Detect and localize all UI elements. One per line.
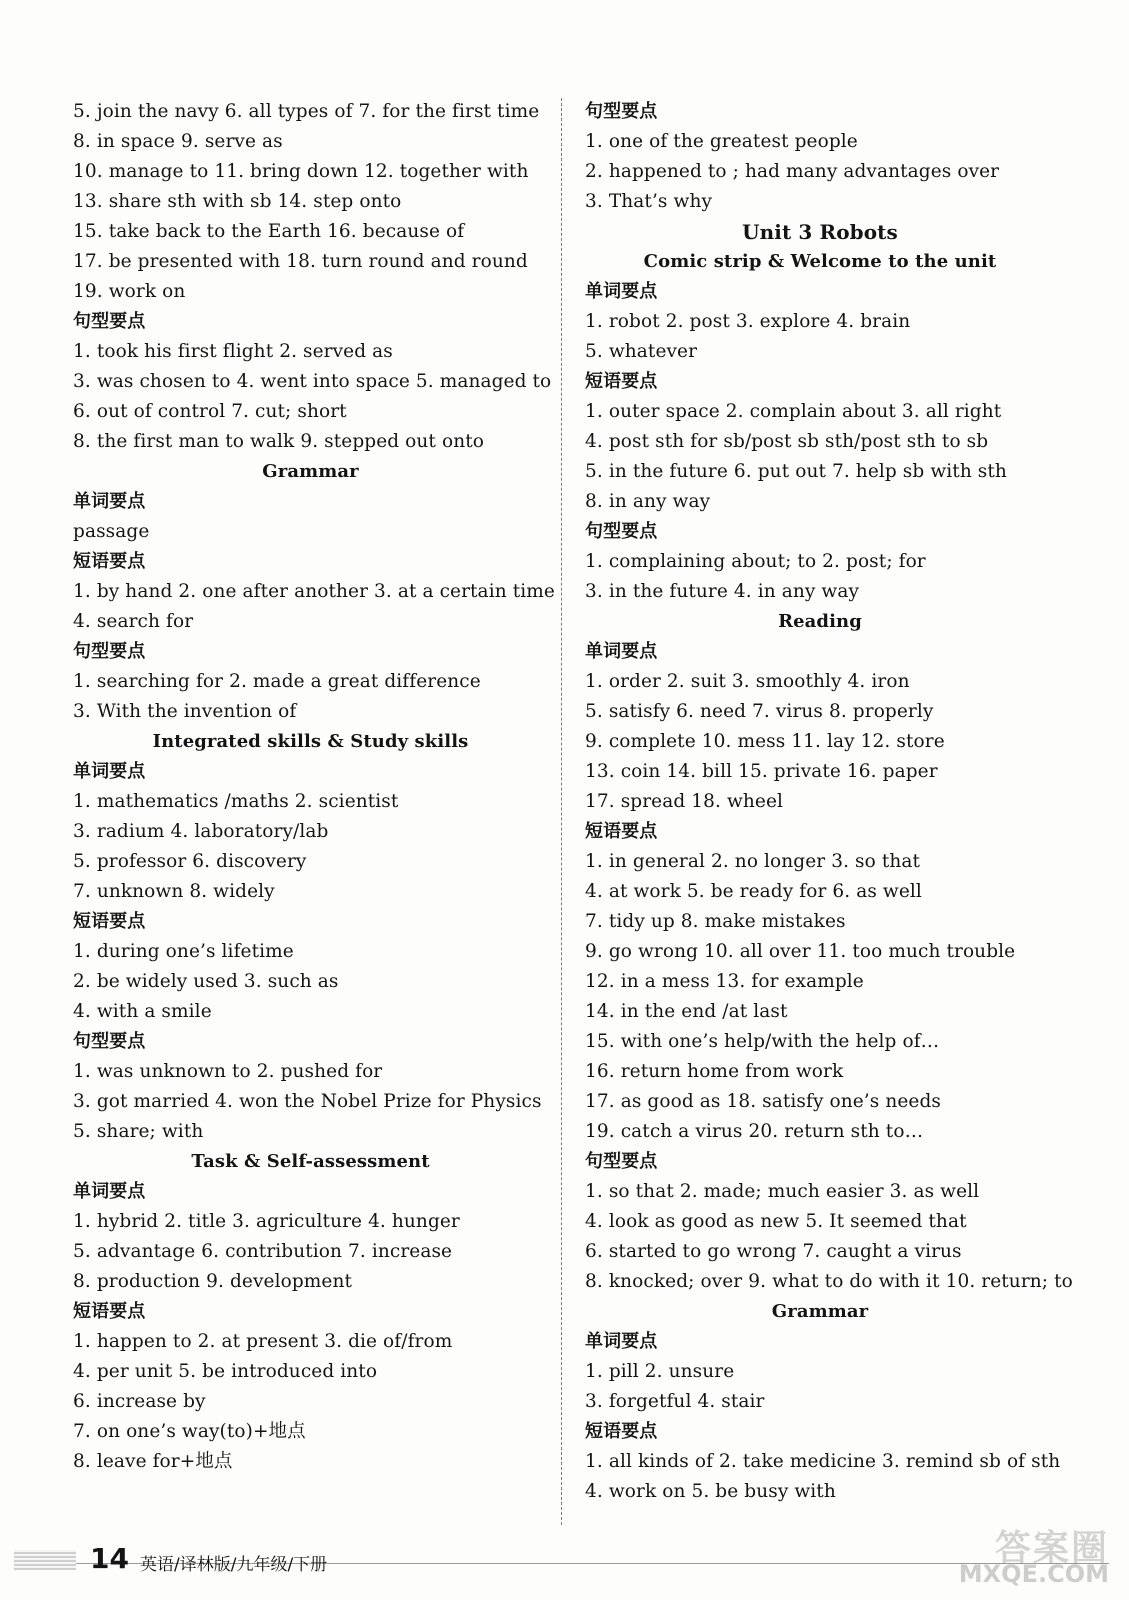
- answer-line: 4. work on 5. be busy with: [585, 1481, 836, 1502]
- answer-line: 17. as good as 18. satisfy one’s needs: [585, 1091, 942, 1112]
- answer-line: 1. all kinds of 2. take medicine 3. remind sb of sth: [585, 1451, 1061, 1472]
- section-label: 单词要点: [73, 491, 146, 512]
- answer-line: 1. so that 2. made; much easier 3. as well: [585, 1181, 980, 1202]
- answer-line: 3. radium 4. laboratory/lab: [73, 821, 329, 842]
- answer-line: 1. was unknown to 2. pushed for: [73, 1061, 383, 1082]
- answer-line: 4. search for: [73, 611, 194, 632]
- page-number: 14: [90, 1542, 129, 1575]
- answer-line: passage: [73, 521, 150, 542]
- answer-line: 17. spread 18. wheel: [585, 791, 784, 812]
- book-info: 英语/译林版/九年级/下册: [140, 1555, 328, 1575]
- answer-line: 16. return home from work: [585, 1061, 844, 1082]
- answer-line: 5. professor 6. discovery: [73, 851, 307, 872]
- answer-line: 1. hybrid 2. title 3. agriculture 4. hunger: [73, 1211, 460, 1232]
- answer-line: 1. during one’s lifetime: [73, 941, 294, 962]
- watermark: [929, 1520, 1109, 1592]
- answer-line: 3. forgetful 4. stair: [585, 1391, 765, 1412]
- section-heading: Unit 3 Robots: [742, 220, 898, 244]
- answer-line: 1. searching for 2. made a great difference: [73, 671, 481, 692]
- section-label: 单词要点: [585, 1331, 658, 1352]
- answer-line: 8. leave for+地点: [73, 1451, 233, 1472]
- answer-line: 5. whatever: [585, 341, 698, 362]
- section-label: 短语要点: [585, 821, 658, 842]
- section-heading: Grammar: [262, 461, 359, 482]
- answer-line: 1. complaining about; to 2. post; for: [585, 551, 926, 572]
- column-divider: [561, 98, 562, 1525]
- answer-line: 1. by hand 2. one after another 3. at a certain time: [73, 581, 555, 602]
- section-heading: Reading: [778, 611, 862, 632]
- answer-line: 19. catch a virus 20. return sth to…: [585, 1121, 924, 1142]
- answer-line: 14. in the end /at last: [585, 1001, 788, 1022]
- answer-line: 5. join the navy 6. all types of 7. for the first time: [73, 101, 540, 122]
- section-label: 短语要点: [73, 1301, 146, 1322]
- answer-line: 5. share; with: [73, 1121, 204, 1142]
- answer-line: 13. coin 14. bill 15. private 16. paper: [585, 761, 938, 782]
- answer-line: 6. increase by: [73, 1391, 206, 1412]
- answer-line: 3. got married 4. won the Nobel Prize for Physics: [73, 1091, 542, 1112]
- answer-line: 4. post sth for sb/post sb sth/post sth to sb: [585, 431, 989, 452]
- answer-line: 8. in any way: [585, 491, 711, 512]
- section-label: 句型要点: [585, 1151, 658, 1172]
- section-label: 单词要点: [585, 281, 658, 302]
- answer-line: 8. in space 9. serve as: [73, 131, 283, 152]
- answer-line: 1. robot 2. post 3. explore 4. brain: [585, 311, 911, 332]
- section-label: 短语要点: [73, 551, 146, 572]
- answer-line: 2. be widely used 3. such as: [73, 971, 339, 992]
- section-label: 单词要点: [585, 641, 658, 662]
- answer-line: 7. on one’s way(to)+地点: [73, 1421, 306, 1442]
- section-label: 句型要点: [73, 641, 146, 662]
- section-label: 单词要点: [73, 1181, 146, 1202]
- answer-line: 1. pill 2. unsure: [585, 1361, 735, 1382]
- answer-line: 1. happen to 2. at present 3. die of/from: [73, 1331, 453, 1352]
- section-heading: Comic strip & Welcome to the unit: [643, 251, 997, 272]
- answer-line: 17. be presented with 18. turn round and round: [73, 251, 528, 272]
- answer-line: 3. With the invention of: [73, 701, 297, 722]
- right-column: [585, 97, 1073, 1507]
- watermark-logo-text: 答案圈: [994, 1528, 1109, 1569]
- answer-line: 4. with a smile: [73, 1001, 212, 1022]
- answer-line: 5. in the future 6. put out 7. help sb with sth: [585, 461, 1007, 482]
- answer-line: 7. tidy up 8. make mistakes: [585, 911, 846, 932]
- section-heading: Task & Self-assessment: [191, 1151, 430, 1172]
- section-label: 短语要点: [585, 1421, 658, 1442]
- answer-line: 4. per unit 5. be introduced into: [73, 1361, 378, 1382]
- answer-line: 9. complete 10. mess 11. lay 12. store: [585, 731, 945, 752]
- answer-line: 4. at work 5. be ready for 6. as well: [585, 881, 922, 902]
- answer-line: 1. outer space 2. complain about 3. all right: [585, 401, 1002, 422]
- answer-line: 3. That’s why: [585, 191, 713, 212]
- footer-decoration: [14, 1550, 76, 1570]
- answer-line: 5. satisfy 6. need 7. virus 8. properly: [585, 701, 934, 722]
- answer-line: 9. go wrong 10. all over 11. too much trouble: [585, 941, 1016, 962]
- section-heading: Grammar: [771, 1301, 869, 1322]
- answer-line: 19. work on: [73, 281, 186, 302]
- answer-line: 15. take back to the Earth 16. because of: [73, 221, 465, 242]
- section-label: 短语要点: [73, 911, 146, 932]
- section-label: 句型要点: [585, 101, 658, 122]
- answer-line: 1. mathematics /maths 2. scientist: [73, 791, 399, 812]
- answer-line: 13. share sth with sb 14. step onto: [73, 191, 402, 212]
- section-label: 句型要点: [73, 1031, 146, 1052]
- answer-line: 8. the first man to walk 9. stepped out onto: [73, 431, 484, 452]
- answer-line: 15. with one’s help/with the help of…: [585, 1031, 940, 1052]
- answer-line: 6. out of control 7. cut; short: [73, 401, 347, 422]
- answer-line: 7. unknown 8. widely: [73, 881, 275, 902]
- answer-line: 12. in a mess 13. for example: [585, 971, 864, 992]
- answer-line: 4. look as good as new 5. It seemed that: [585, 1211, 967, 1232]
- section-label: 短语要点: [585, 371, 658, 392]
- answer-line: 5. advantage 6. contribution 7. increase: [73, 1241, 453, 1262]
- answer-line: 3. was chosen to 4. went into space 5. managed to: [73, 371, 552, 392]
- section-label: 句型要点: [585, 521, 658, 542]
- answer-line: 1. took his first flight 2. served as: [73, 341, 393, 362]
- answer-line: 3. in the future 4. in any way: [585, 581, 860, 602]
- left-column: [73, 97, 555, 1477]
- answer-line: 8. knocked; over 9. what to do with it 10. return; to: [585, 1271, 1073, 1292]
- answer-line: 10. manage to 11. bring down 12. together with: [73, 161, 529, 182]
- section-label: 单词要点: [73, 761, 146, 782]
- watermark-url: MXQE.COM: [958, 1560, 1109, 1588]
- section-label: 句型要点: [73, 311, 146, 332]
- section-heading: Integrated skills & Study skills: [152, 731, 469, 752]
- answer-line: 1. in general 2. no longer 3. so that: [585, 851, 921, 872]
- answer-line: 1. order 2. suit 3. smoothly 4. iron: [585, 671, 910, 692]
- answer-line: 1. one of the greatest people: [585, 131, 858, 152]
- answer-line: 2. happened to ; had many advantages over: [585, 161, 1000, 182]
- answer-line: 6. started to go wrong 7. caught a virus: [585, 1241, 962, 1262]
- answer-line: 8. production 9. development: [73, 1271, 353, 1292]
